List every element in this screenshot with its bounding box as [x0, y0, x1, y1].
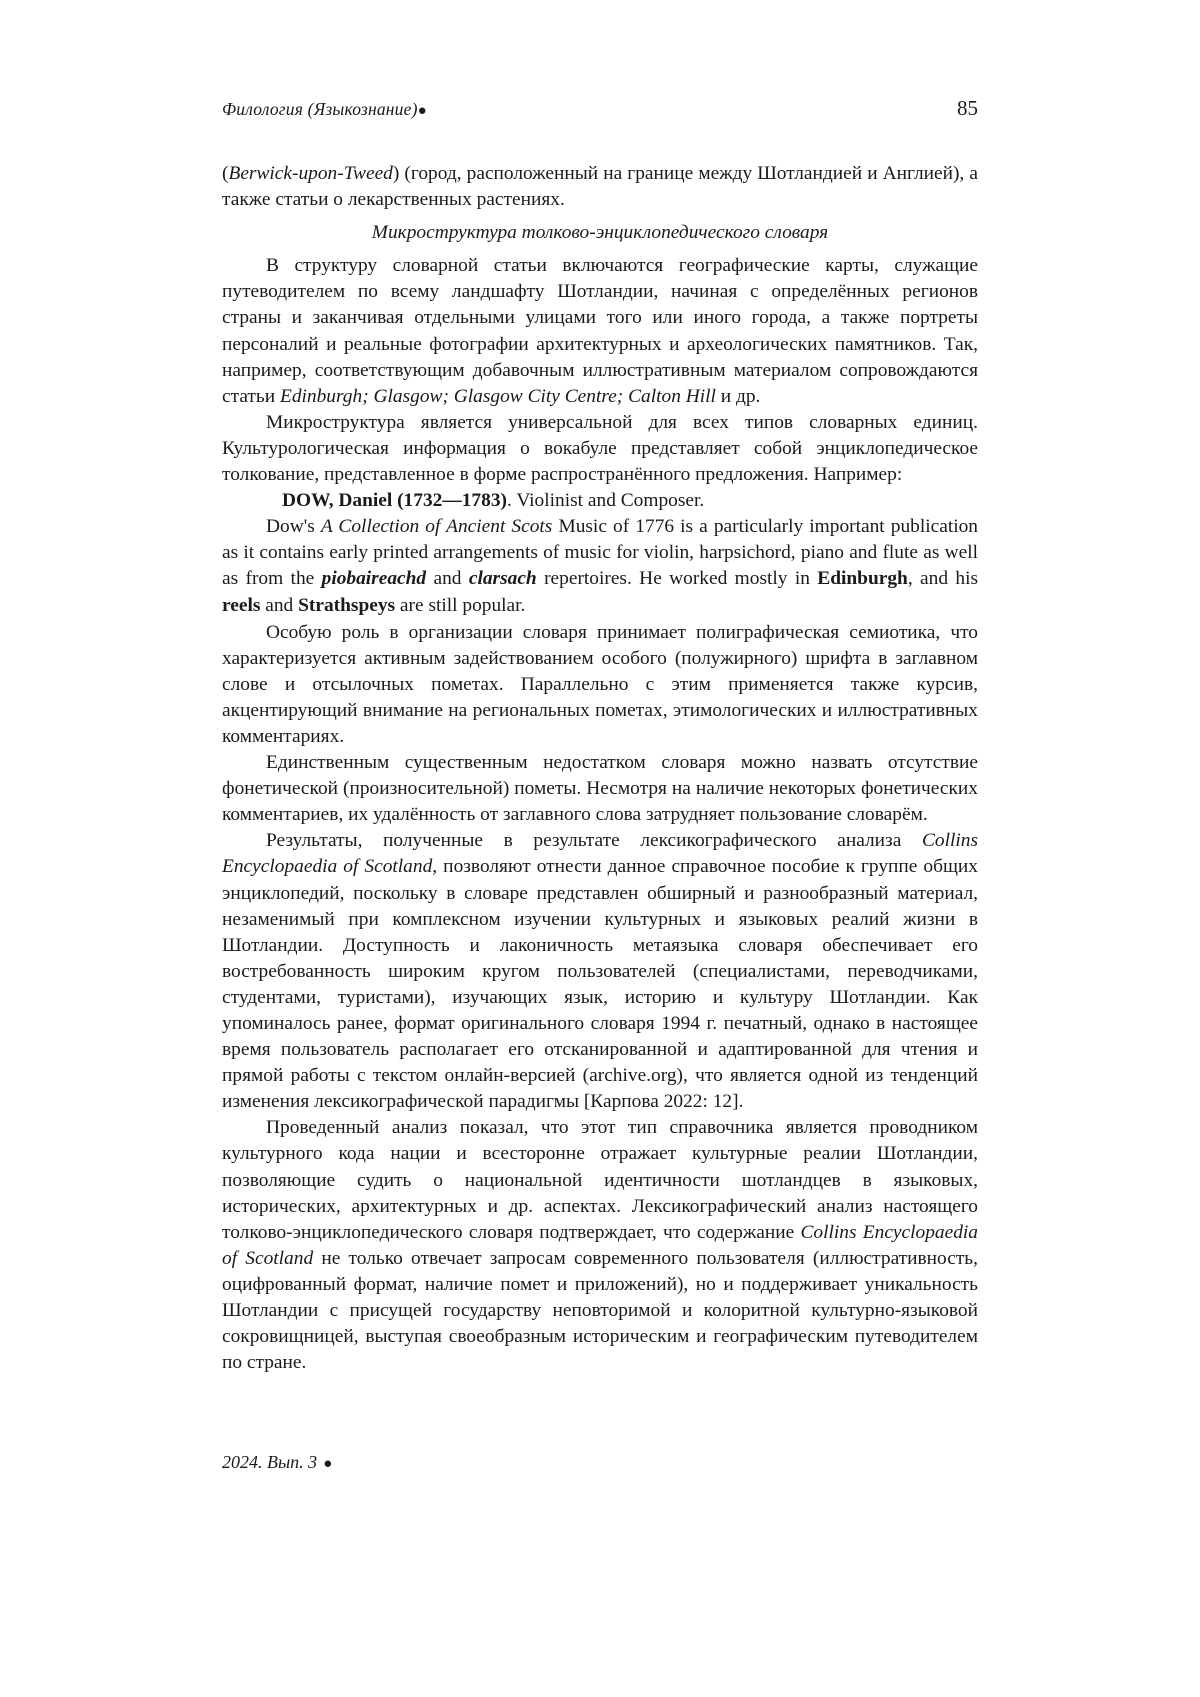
paragraph-text-b: и др.: [715, 385, 761, 407]
entry-references-italic: Edinburgh; Glasgow; Glasgow City Centre; Calton Hill: [279, 385, 716, 407]
paragraph-results: [222, 828, 978, 1115]
entry-body-4: repertoires. He worked mostly in: [536, 568, 818, 590]
page-footer: [222, 1452, 332, 1473]
paragraph-conclusion-a: Проведенный анализ показал, что этот тип справочника является проводником культурного кода нации и всесторонне отражает культурные реалии Шотландии, позволяющие судить о национальной идентичности шотландцев в языковых, исторических, архитектурных и др. аспектах. Лексикографический анализ настоящего толково-энциклопедического словаря подтверждает, что содержание: [222, 1117, 978, 1243]
page-header: [222, 96, 978, 121]
entry-body-1: Dow's: [266, 516, 321, 538]
footer-issue: 2024. Вып. 3: [222, 1452, 318, 1472]
running-head-text: Филология (Языкознание): [222, 99, 418, 119]
paragraph-continued-text: ) (город, расположенный на границе между Шотландией и Англией), а также статьи о лекарственных растениях.: [222, 163, 978, 211]
paragraph-continued: [222, 161, 978, 213]
entry-gloss: . Violinist and Composer.: [506, 490, 705, 512]
paragraph-conclusion-b: не только отвечает запросам современного пользователя (иллюстративность, оцифрованный формат, наличие помет и приложений), но и поддерживает уникальность Шотландии с присущей государству неповторимой и колоритной культурно-языковой сокровищницей, выступая своеобразным историческим и географическим путеводителем по стране.: [222, 1247, 979, 1374]
paren-open: (: [222, 163, 229, 184]
paragraph-phonetic-drawback: Единственным существенным недостатком словаря можно назвать отсутствие фонетической (произносительной) пометы. Несмотря на наличие некоторых фонетических комментариев, их удалённость от заглавного слова затрудняет пользование словарём.: [222, 752, 978, 826]
entry-ref-edinburgh: Edinburgh: [817, 568, 908, 590]
section-subtitle: Микроструктура толково-энциклопедического словаря: [371, 222, 829, 244]
entry-ref-strathspeys: Strathspeys: [298, 594, 396, 616]
dictionary-entry-body: [222, 514, 978, 618]
entry-work-title: A Collection of Ancient Scots: [320, 516, 553, 538]
entry-body-6: and: [260, 594, 299, 616]
entry-headword: DOW, Daniel (1732—1783): [282, 490, 507, 512]
paragraph-results-a: Результаты, полученные в результате лексикографического анализа: [266, 830, 922, 852]
entry-body-5: , and his: [907, 568, 979, 590]
term-berwick: Berwick-upon-Tweed: [228, 163, 393, 184]
paragraph-conclusion: [222, 1115, 978, 1376]
entry-term-piobaireachd: piobaireachd: [321, 568, 427, 590]
entry-body-7: are still popular.: [395, 594, 526, 616]
paragraph-microstructure-universal: Микроструктура является универсальной для всех типов словарных единиц. Культурологическая информация о вокабуле представляет собой энциклопедическое толкование, представленное в форме распространённого предложения. Например:: [222, 411, 978, 486]
dictionary-entry-headword-line: [222, 488, 978, 514]
footer-bullet-icon: ●: [323, 1456, 333, 1472]
entry-ref-reels: reels: [222, 594, 261, 616]
entry-body-3: and: [426, 568, 469, 590]
paragraph-microstructure-illustrations: [222, 253, 978, 410]
running-head-bullet-icon: ●: [417, 103, 427, 119]
entry-term-clarsach: clarsach: [468, 568, 537, 590]
running-head: [222, 99, 427, 120]
paragraph-typographic-semiotics: Особую роль в организации словаря принимает полиграфическая семиотика, что характеризуется активным задействованием особого (полужирного) шрифта в заглавном слове и отсылочных пометах. Параллельно с этим применяется также курсив, акцентирующий внимание на региональных пометах, этимологических и иллюстративных комментариях.: [222, 621, 978, 747]
title-collins-encyclopaedia-1: Collins Encyclopaedia of Scotland: [222, 830, 978, 878]
title-collins-encyclopaedia-2: Collins Encyclopaedia of Scotland: [222, 1221, 978, 1269]
page-number: 85: [957, 96, 978, 120]
page-content: [222, 96, 978, 1376]
entry-body-2: Music of 1776 is a particularly important publication as it contains early printed arrangements of music for violin, harpsichord, piano and flute as well as from the: [222, 516, 979, 590]
paragraph-results-b: , позволяют отнести данное справочное пособие к группе общих энциклопедий, поскольку в словаре представлен обширный и разнообразный материал, незаменимый при комплексном изучении культурных и языковых реалий жизни в Шотландии. Доступность и лаконичность метаязыка словаря обеспечивает его востребованность широким кругом пользователей (специалистами, переводчиками, студентами, туристами), изучающих язык, историю и культуру Шотландии. Как упоминалось ранее, формат оригинального словаря 1994 г. печатный, однако в настоящее время пользователь располагает его отсканированной и адаптированной для чтения и прямой работы с текстом онлайн-версией (archive.org), что является одной из тенденций изменения лексикографической парадигмы [Карпова 2022: 12].: [222, 856, 978, 1113]
paragraph-text-a: В структуру словарной статьи включаются географические карты, служащие путеводителем по всему ландшафту Шотландии, начиная с определённых регионов страны и заканчивая отдельными улицами того или иного города, а также портреты персоналий и реальные фотографии архитектурных и археологических памятников. Так, например, соответствующим добавочным иллюстративным материалом сопровождаются статьи: [222, 255, 978, 407]
